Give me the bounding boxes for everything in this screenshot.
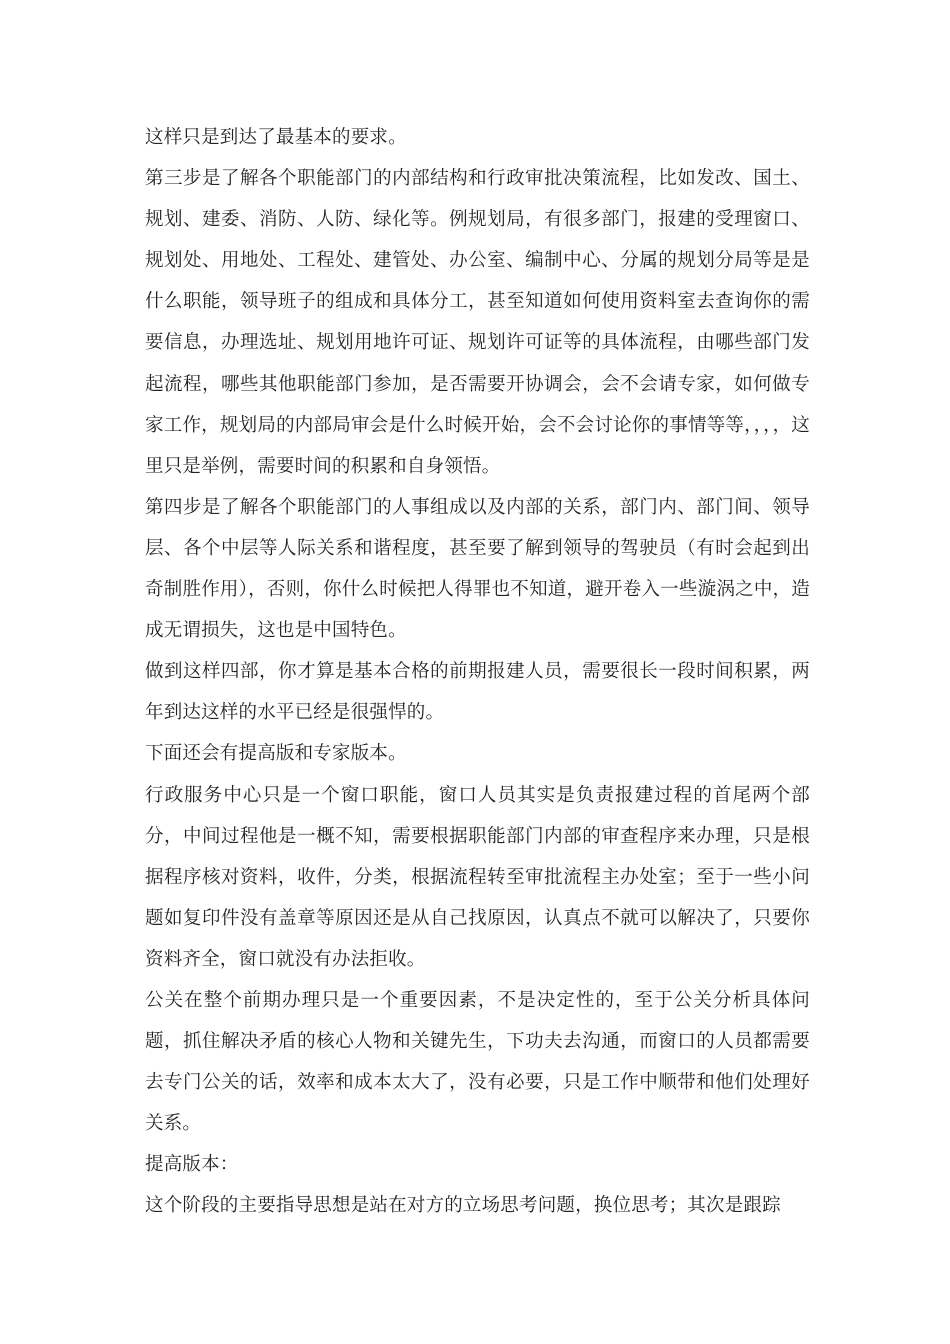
paragraph-9: 这个阶段的主要指导思想是站在对方的立场思考问题，换位思考；其次是跟踪 <box>145 1195 781 1217</box>
paragraph-6: 行政服务中心只是一个窗口职能，窗口人员其实是负责报建过程的首尾两个部分，中间过程他是一概不知，需要根据职能部门内部的审查程序来办理，只是根据程序核对资料，收件，分类，根据流程转至审批流程主办处室；至于一些小问题如复印件没有盖章等原因还是从自己找原因，认真点不就可以解决了，只要你资料齐全，窗口就没有办法拒收。 <box>145 784 810 970</box>
paragraph-5: 下面还会有提高版和专家版本。 <box>145 743 407 765</box>
paragraph-3: 第四步是了解各个职能部门的人事组成以及内部的关系，部门内、部门间、领导层、各个中层等人际关系和谐程度，甚至要了解到领导的驾驶员（有时会起到出奇制胜作用），否则，你什么时候把人得罪也不知道，避开卷入一些漩涡之中，造成无谓损失，这也是中国特色。 <box>145 496 810 642</box>
document-body <box>145 117 810 1227</box>
paragraph-4: 做到这样四部，你才算是基本合格的前期报建人员，需要很长一段时间积累，两年到达这样的水平已经是很强悍的。 <box>145 661 810 724</box>
paragraph-7: 公关在整个前期办理只是一个重要因素，不是决定性的，至于公关分析具体问题，抓住解决矛盾的核心人物和关键先生，下功夫去沟通，而窗口的人员都需要去专门公关的话，效率和成本太大了，没有必要，只是工作中顺带和他们处理好关系。 <box>145 989 810 1135</box>
paragraph-1: 这样只是到达了最基本的要求。 <box>145 127 407 148</box>
paragraph-8: 提高版本： <box>145 1154 239 1176</box>
paragraph-2: 第三步是了解各个职能部门的内部结构和行政审批决策流程，比如发改、国土、规划、建委、消防、人防、绿化等。例规划局，有很多部门，报建的受理窗口、规划处、用地处、工程处、建管处、办公室、编制中心、分属的规划分局等是是什么职能，领导班子的组成和具体分工，甚至知道如何使用资料室去查询你的需要信息，办理选址、规划用地许可证、规划许可证等的具体流程，由哪些部门发起流程，哪些其他职能部门参加，是否需要开协调会，会不会请专家，如何做专家工作，规划局的内部局审会是什么时候开始，会不会讨论你的事情等等，，，，这里只是举例，需要时间的积累和自身领悟。 <box>145 168 810 477</box>
